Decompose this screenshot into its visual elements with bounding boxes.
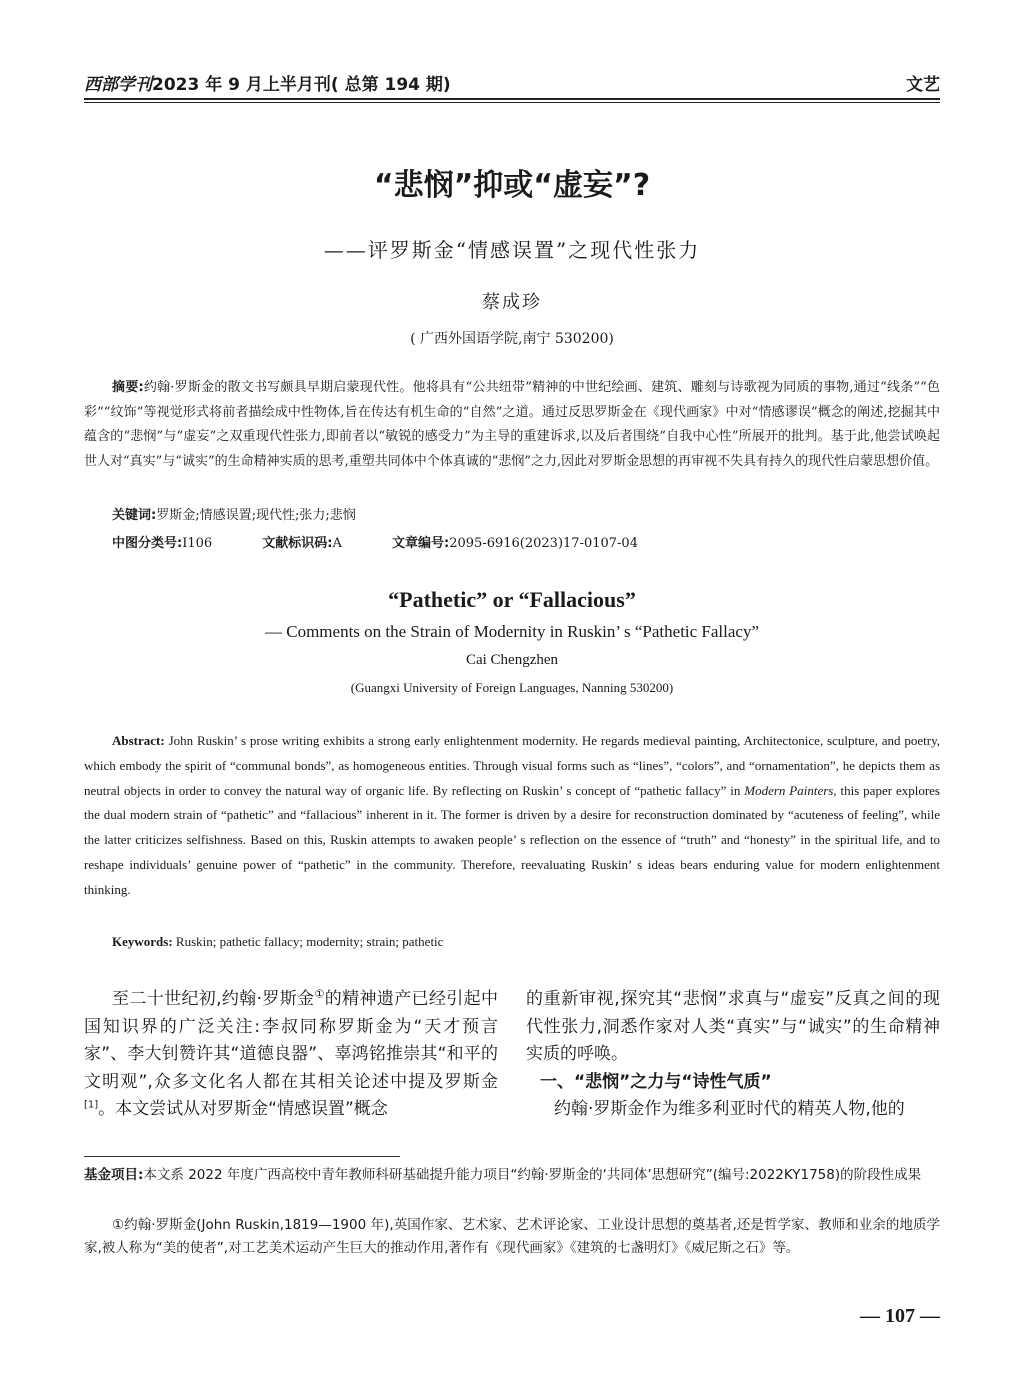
body-column-left: [84, 986, 498, 1124]
footnote-ref: ①: [314, 987, 325, 1001]
body-text: 。本文尝试从对罗斯金“情感误置”概念: [98, 1099, 388, 1119]
body-text: 约翰·罗斯金作为维多利亚时代的精英人物,他的: [554, 1099, 905, 1119]
footnote-rule: [84, 1156, 400, 1157]
keywords-cn-text: 罗斯金;情感误置;现代性;张力;悲悯: [156, 508, 356, 523]
page-number: — 107 —: [860, 1305, 940, 1327]
running-header: [84, 70, 940, 100]
section-heading: 一、“悲悯”之力与“诗性气质”: [540, 1071, 772, 1092]
keywords-en-label: Keywords:: [112, 934, 173, 949]
citation-ref: [1]: [84, 1099, 99, 1111]
fund-label: 基金项目:: [84, 1167, 144, 1183]
fund-note: [84, 1164, 940, 1187]
affiliation-cn: ( 广西外国语学院,南宁 530200): [410, 331, 614, 347]
issue-info: 2023 年 9 月上半月刊( 总第 194 期): [152, 75, 451, 95]
keywords-en-text: Ruskin; pathetic fallacy; modernity; strain; pathetic: [175, 934, 444, 949]
article-value: 2095-6916(2023)17-0107-04: [449, 536, 638, 551]
author-en: Cai Chengzhen: [465, 652, 559, 668]
body-text: 的精神遗产已经引起中国知识界的广泛关注:李叔同称罗斯金为“天才预言家”、李大钊赞许其“道德良器”、辜鸿铭推崇其“和平的文明观”,众多文化名人都在其相关论述中提及罗斯金: [84, 989, 499, 1092]
article-label: 文章编号:: [392, 536, 450, 551]
fund-text: 本文系 2022 年度广西高校中青年教师科研基础提升能力项目“约翰·罗斯金的‘共同体’思想研究”(编号:2022KY1758)的阶段性成果: [143, 1167, 922, 1183]
journal-issue: [84, 70, 451, 95]
abstract-cn: [84, 376, 940, 474]
abstract-en-text-b: this paper explores the dual modern strain of “pathetic” and “fallacious” inherent in it. The former is driven by a desire for reconstruction dominated by “acuteness of feeling”, while the latter criticizes selfishness. Based on this, Ruskin attempts to awaken people’ s reflection on the essence of “truth” and “honesty” in the spiritual life, and to reshape individuals’ genuine power of “pathetic” in the community. Therefore, reevaluating Ruskin’ s ideas bears enduring value for modern enlightenment thinking.: [84, 782, 940, 897]
classification-line: [112, 532, 940, 551]
header-rule-thin: [84, 102, 940, 103]
body-text: 至二十世纪初,约翰·罗斯金: [112, 989, 315, 1009]
clc-number: [112, 536, 212, 551]
doc-value: A: [332, 536, 342, 551]
article-subtitle-en: — Comments on the Strain of Modernity in Ruskin’ s “Pathetic Fallacy”: [264, 622, 760, 641]
abstract-cn-text: 约翰·罗斯金的散文书写颇具早期启蒙现代性。他将具有“公共纽带”精神的中世纪绘画、建筑、雕刻与诗歌视为同质的事物,通过“线条”“色彩”“纹饰”等视觉形式将前者描绘成中性物体,旨在传达有机生命的“自然”之道。通过反思罗斯金在《现代画家》中对“情感谬误”概念的阐述,挖掘其中蕴含的“悲悯”与“虚妄”之双重现代性张力,即前者以“敏锐的感受力”为主导的重建诉求,以及后者围绕“自我中心性”所展开的批判。基于此,他尝试唤起世人对“真实”与“诚实”的生命精神实质的思考,重塑共同体中个体真诚的“悲悯”之力,因此对罗斯金思想的再审视不失具有持久的现代性启蒙思想价值。: [84, 380, 940, 469]
keywords-en: [112, 934, 940, 950]
body-text: 的重新审视,探究其“悲悯”求真与“虚妄”反真之间的现代性张力,洞悉作家对人类“真实”与“诚实”的生命精神实质的呼唤。: [526, 989, 940, 1064]
article-title-en: “Pathetic” or “Fallacious”: [388, 587, 636, 612]
affiliation-en: (Guangxi University of Foreign Languages, Nanning 530200): [350, 680, 674, 695]
journal-logo: 西部学刊: [84, 75, 152, 95]
author-cn: 蔡成珍: [482, 292, 542, 313]
article-subtitle-cn: ——评罗斯金“情感误置”之现代性张力: [323, 238, 701, 262]
section-name: 文艺: [906, 75, 940, 95]
doc-label: 文献标识码:: [262, 536, 333, 551]
abstract-en-label: Abstract:: [112, 733, 165, 748]
clc-value: I106: [182, 536, 213, 551]
abstract-en-text-a: John Ruskin’ s prose writing exhibits a strong early enlightenment modernity. He regards medieval painting, Architectonice, sculpture, and poetry, which embody the spirit of “communal bonds”, as homogeneous entities. Through visual forms such as “lines”, “colors”, and “ornamentation”, he depicts them as neutral objects in order to convey the natural way of organic life. By reflecting on Ruskin’ s concept of “pathetic fallacy” in: [84, 733, 940, 798]
keywords-cn-label: 关键词:: [112, 508, 157, 523]
keywords-cn: [112, 504, 940, 523]
clc-label: 中图分类号:: [112, 536, 183, 551]
abstract-cn-label: 摘要:: [112, 380, 144, 395]
article-number: [392, 536, 638, 551]
doc-code: [262, 536, 342, 551]
abstract-en-italic: Modern Painters,: [744, 782, 837, 798]
footnote-1: ①约翰·罗斯金(John Ruskin,1819—1900 年),英国作家、艺术家、艺术评论家、工业设计思想的奠基者,还是哲学家、教师和业余的地质学家,被人称为“美的使者”,对工艺美术运动产生巨大的推动作用,著作有《现代画家》《建筑的七盏明灯》《威尼斯之石》等。: [84, 1217, 940, 1256]
article-title-cn: “悲悯”抑或“虚妄”?: [373, 168, 651, 203]
body-column-right: [526, 986, 940, 1124]
header-rule: [84, 98, 940, 100]
abstract-en: [84, 729, 940, 903]
